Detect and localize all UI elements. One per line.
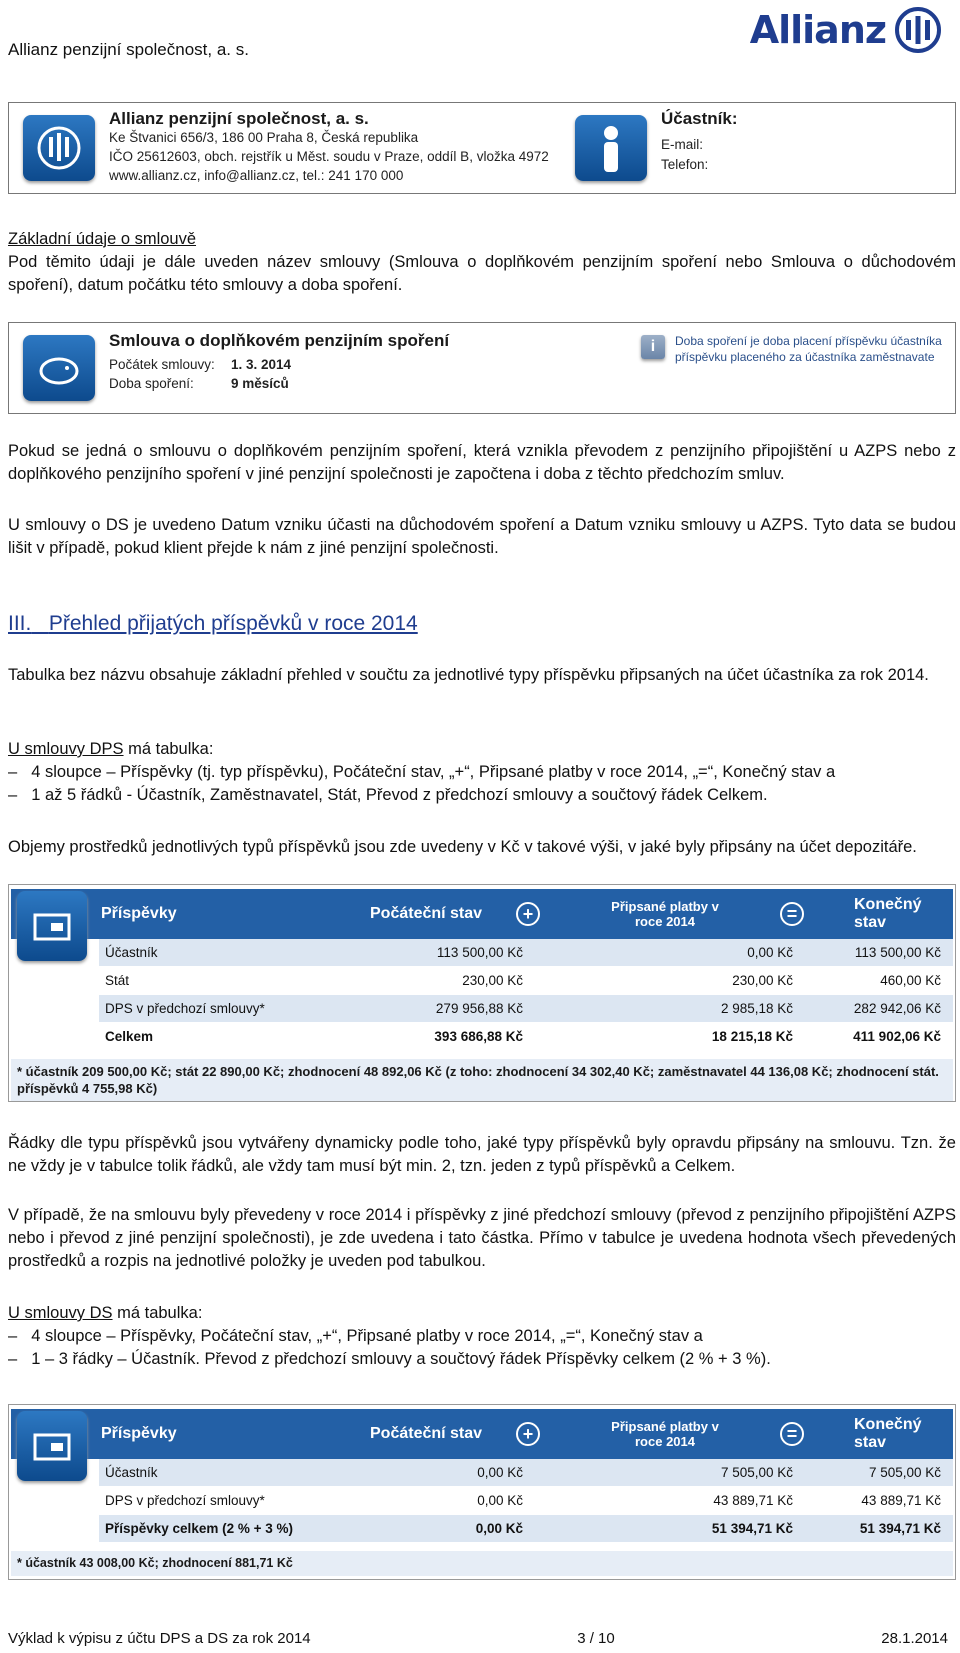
list-item: – 1 až 5 řádků - Účastník, Zaměstnavatel, Stát, Převod z předchozí smlouvy a součtový řádek Celkem. [8,786,768,804]
dps-table-desc [8,738,956,807]
equals-icon: = [780,902,804,926]
ds-label: U smlouvy DS [8,1304,113,1322]
table-total-row: Celkem 393 686,88 Kč 18 215,18 Kč 411 902,06 Kč [99,1023,953,1051]
start-label: Počátek smlouvy: [109,357,215,372]
footer-title: Výklad k výpisu z účtu DPS a DS za rok 2014 [8,1630,311,1647]
duration-label: Doba spoření: [109,376,194,391]
ds-table-desc [8,1302,956,1371]
col-header: Příspěvky [101,1425,177,1442]
wallet-icon [17,1411,87,1481]
section-basic [8,228,956,297]
allianz-eagle-icon [894,6,942,54]
piggy-bank-icon [23,335,95,401]
duration-value: 9 měsíců [231,376,289,391]
contact-line: www.allianz.cz, info@allianz.cz, tel.: 241 170 000 [109,168,404,183]
section-3-heading [8,612,418,636]
contact-line: Ke Štvanici 656/3, 186 00 Praha 8, Česká republika [109,130,419,145]
section-3-intro: Tabulka bez názvu obsahuje základní přehled v součtu za jednotlivé typy příspěvku připsaných na účet účastníka za rok 2014. [8,666,929,684]
table-total-row: Příspěvky celkem (2 % + 3 %) 0,00 Kč 51 394,71 Kč 51 394,71 Kč [99,1515,953,1543]
equals-icon: = [780,1422,804,1446]
page-number: 3 / 10 [577,1630,615,1647]
table-header [11,889,953,939]
ds-suffix: má tabulka: [112,1304,203,1322]
info-icon: i [641,335,665,359]
table-header [11,1409,953,1459]
dps-label: U smlouvy DPS [8,740,124,758]
page-footer [8,1630,948,1647]
section-text: Pod těmito údaji je dále uveden název smlouvy (Smlouva o doplňkovém penzijním spoření nebo Smlouva o důchodovém spoření), datum počátku této smlouvy a doba spoření. [8,253,956,294]
table-footnote: * účastník 209 500,00 Kč; stát 22 890,00 Kč; zhodnocení 48 892,06 Kč (z toho: zhodnocení 34 302,40 Kč; zaměstnavatel 44 136,08 Kč; zhodnocení stát. příspěvků 4 755,98 Kč) [11,1059,953,1101]
section-number: III. [8,612,32,635]
participant-email-label: E-mail: [661,137,704,152]
col-header: Připsané platby v roce 2014 [611,1419,719,1449]
company-contact-box [8,102,956,194]
plus-icon: + [516,1422,540,1446]
person-icon [575,115,647,181]
paragraph-amounts: Objemy prostředků jednotlivých typů příspěvků jsou zde uvedeny v Kč v takové výši, v jaké byly připsány na účet depozitáře. [8,838,917,856]
col-header: Příspěvky [101,905,177,922]
footer-date: 28.1.2014 [881,1630,948,1647]
table-row: DPS v předchozí smlouvy* 0,00 Kč 43 889,71 Kč 43 889,71 Kč [99,1487,953,1515]
contract-title: Smlouva o doplňkovém penzijním spoření [109,331,450,350]
col-header: Konečný stav [854,896,922,931]
paragraph-ds-dates: U smlouvy o DS je uvedeno Datum vzniku účasti na důchodovém spoření a Datum vzniku smlouvy u AZPS. Tyto data se budou lišit v případě, pokud klient přejde k nám z jiné penzijní společnosti. [8,516,956,557]
start-value: 1. 3. 2014 [231,357,292,372]
section-title: Přehled přijatých příspěvků v roce 2014 [48,612,418,635]
list-item: – 4 sloupce – Příspěvky (tj. typ příspěvku), Počáteční stav, „+“, Připsané platby v roce 2014, „=“, Konečný stav a [8,763,836,781]
table-row: Účastník 0,00 Kč 7 505,00 Kč 7 505,00 Kč [99,1459,953,1487]
participant-title: Účastník: [661,109,738,128]
col-header: Konečný stav [854,1416,922,1451]
contact-line: IČO 25612603, obch. rejstřík u Měst. soudu v Praze, oddíl B, vložka 4972 [109,149,549,164]
col-header: Připsané platby v roce 2014 [611,899,719,929]
paragraph-transfer: V případě, že na smlouvu byly převedeny v roce 2014 i příspěvky z jiné předchozí smlouvy (převod z penzijního připojištění AZPS nebo i převod z jiné penzijní společnosti), je zde uvedena i tato částka. Přímo v tabulce je uvedena hodnota všech převedených prostředků a rozpis na jednotlivé položky je uveden pod tabulkou. [8,1206,956,1270]
table-row: DPS v předchozí smlouvy* 279 956,88 Kč 2 985,18 Kč 282 942,06 Kč [99,995,953,1023]
wallet-icon [17,891,87,961]
section-heading: Základní údaje o smlouvě [8,230,197,248]
ds-contributions-table [8,1404,956,1580]
table-footnote: * účastník 43 008,00 Kč; zhodnocení 881,71 Kč [11,1551,953,1576]
info-text: Doba spoření je doba placení příspěvku účastníka příspěvku placeného za účastníka zaměstnavate [675,334,942,364]
paragraph-transfer-info: Pokud se jedná o smlouvu o doplňkovém penzijním spoření, která vznikla převodem z penzijního připojištění u AZPS nebo z doplňkového penzijního spoření v jiné penzijní společnosti je započtena i doba z těchto předchozím smluv. [8,442,956,483]
allianz-logo [750,6,942,54]
dps-suffix: má tabulka: [123,740,214,758]
table-row: Stát 230,00 Kč 230,00 Kč 460,00 Kč [99,967,953,995]
company-name: Allianz penzijní společnost, a. s. [8,40,249,59]
list-item: – 1 – 3 řádky – Účastník. Převod z předchozí smlouvy a součtový řádek Příspěvky celkem (2 % + 3 %). [8,1350,771,1368]
logo-text: Allianz [749,8,886,52]
col-header: Počáteční stav [370,905,483,922]
list-item: – 4 sloupce – Příspěvky, Počáteční stav, „+“, Připsané platby v roce 2014, „=“, Konečný stav a [8,1327,703,1345]
paragraph-rows: Řádky dle typu příspěvků jsou vytvářeny dynamicky podle toho, jaké typy příspěvků byly opravdu připsány na smlouvu. Tzn. že ne vždy je v tabulce tolik řádků, ale vždy tam musí být min. 2, tzn. jeden z typů příspěvků a Celkem. [8,1134,956,1175]
plus-icon: + [516,902,540,926]
participant-phone-label: Telefon: [661,157,709,172]
col-header: Počáteční stav [370,1425,483,1442]
table-row: Účastník 113 500,00 Kč 0,00 Kč 113 500,00 Kč [99,939,953,967]
allianz-app-icon [23,115,95,181]
contract-box [8,322,956,414]
dps-contributions-table [8,884,956,1102]
contact-company-name: Allianz penzijní společnost, a. s. [109,109,369,128]
